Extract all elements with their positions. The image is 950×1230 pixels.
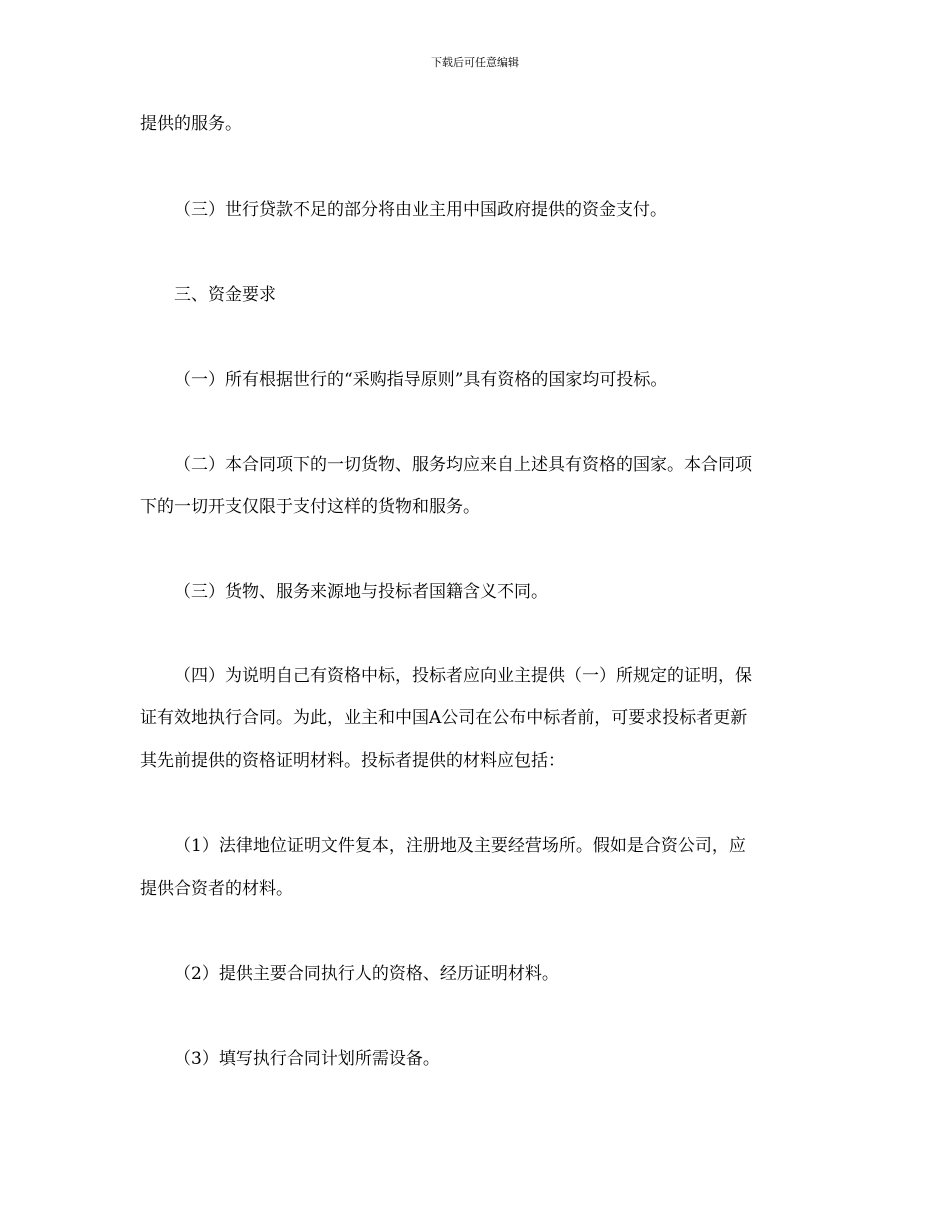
section-heading: 三、资金要求 [174,285,276,305]
paragraph-line: （2）提供主要合同执行人的资格、经历证明材料。 [174,964,559,984]
paragraph-line: （四）为说明自己有资格中标，投标者应向业主提供（一）所规定的证明，保 [174,666,752,686]
paragraph-line: 其先前提供的资格证明材料。投标者提供的材料应包括： [140,751,565,771]
paragraph-line: （1）法律地位证明文件复本，注册地及主要经营场所。假如是合资公司，应 [174,836,746,856]
paragraph-line: （三）货物、服务来源地与投标者国籍含义不同。 [174,582,548,602]
paragraph-line: （三）世行贷款不足的部分将由业主用中国政府提供的资金支付。 [174,200,667,220]
paragraph-line: 下的一切开支仅限于支付这样的货物和服务。 [140,497,480,517]
page-header: 下载后可任意编辑 [431,56,519,69]
paragraph-line: 提供合资者的材料。 [140,879,293,899]
paragraph-line: （3）填写执行合同计划所需设备。 [174,1049,440,1069]
paragraph-line: （二）本合同项下的一切货物、服务均应来自上述具有资格的国家。本合同项 [174,455,752,475]
paragraph-line: 提供的服务。 [140,114,242,134]
paragraph-line: 证有效地执行合同。为此，业主和中国A公司在公布中标者前，可要求投标者更新 [140,708,748,728]
paragraph-line: （一）所有根据世行的“采购指导原则”具有资格的国家均可投标。 [174,370,668,390]
